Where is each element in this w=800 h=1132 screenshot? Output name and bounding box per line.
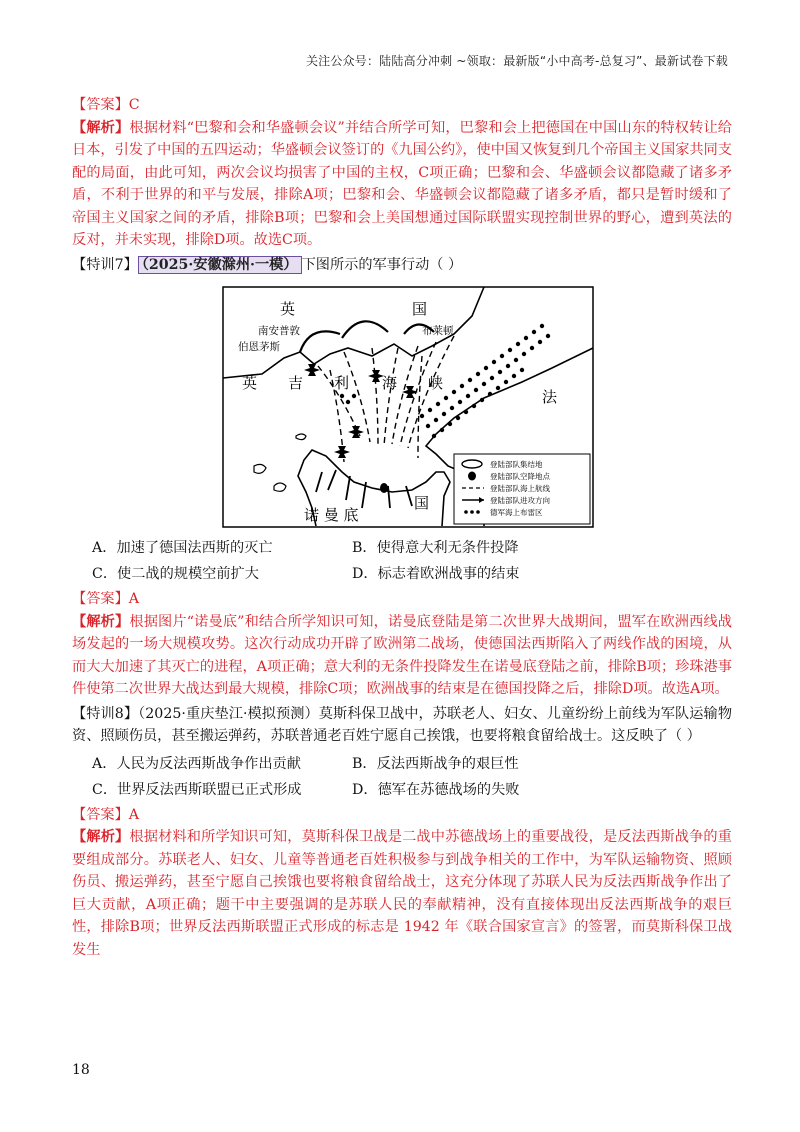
analysis-label: 【解析】: [72, 829, 130, 845]
question-7-options: [92, 536, 732, 586]
answer-value: A: [128, 806, 140, 823]
option-a[interactable]: [92, 752, 352, 776]
channel-char-2: 吉: [288, 374, 304, 392]
question-stem: 下图所示的军事行动（ ）: [301, 256, 463, 273]
option-letter: D．: [352, 566, 378, 582]
answer-line-1: [72, 94, 732, 117]
channel-char-3: 利: [334, 374, 350, 392]
answer-line-7: [72, 588, 732, 611]
answer-label: 【答案】: [72, 806, 129, 823]
option-a[interactable]: [92, 536, 352, 560]
channel-char-1: 英: [242, 374, 258, 392]
analysis-7: [72, 611, 732, 701]
page-number: 18: [72, 1062, 90, 1078]
legend-assembly: 登陆部队集结地: [490, 460, 543, 469]
question-source: （2025·安徽滁州·一模）: [138, 256, 302, 274]
option-text: 使得意大利无条件投降: [376, 540, 519, 556]
option-c[interactable]: [92, 562, 352, 586]
map-label-france-2: 国: [414, 494, 430, 512]
header-note: 关注公众号：陆陆高分冲刺 ~领取：最新版“小中高考-总复习”、最新试卷下载: [305, 54, 728, 68]
map-label-france-1: 法: [542, 388, 558, 406]
option-d[interactable]: [352, 778, 652, 802]
question-source: （2025·重庆垫江·模拟预测）: [138, 705, 319, 722]
analysis-label: 【解析】: [72, 119, 130, 136]
map-legend: [454, 454, 590, 524]
option-letter: C．: [92, 781, 118, 798]
option-text: 人民为反法西斯战争作出贡献: [116, 755, 301, 772]
analysis-1: [72, 117, 732, 252]
answer-label: 【答案】: [72, 97, 129, 113]
option-letter: D．: [352, 781, 378, 798]
map-label-southampton: 南安普敦: [258, 325, 300, 337]
question-label: 【特训8】: [72, 705, 139, 722]
option-letter: C．: [92, 566, 118, 582]
question-stem: 莫斯科保卫战中，苏联老人、妇女、儿童纷纷上前线为军队运输物资、照顾伤员，甚至搬运弹药，苏联普通老百姓宁愿自己挨饿，也要将粮食留给战士。这反映了（ ）: [72, 705, 733, 744]
question-8-options: [92, 752, 732, 802]
analysis-text: 根据图片“诺曼底”和结合所学知识可知，诺曼底登陆是第二次世界大战期间，盟军在欧洲西线战场发起的一场大规模攻势。这次行动成功开辟了欧洲第二战场，使德国法西斯陷入了两线作战的困境，从而大大加速了其灭亡的进程，A项正确；意大利的无条件投降发生在诺曼底登陆之前，排除B项；珍珠港事件使第二次世界大战达到最大规模，排除C项；欧洲战事的结束是在德国投降之后，排除D项。故选A项。: [72, 613, 732, 697]
option-text: 标志着欧洲战事的结束: [377, 566, 520, 582]
map-label-brighton: 布莱顿: [422, 325, 454, 337]
channel-char-5: 峡: [428, 374, 444, 392]
option-text: 加速了德国法西斯的灭亡: [116, 540, 273, 556]
answer-value: C: [128, 97, 140, 113]
option-d[interactable]: [352, 562, 652, 586]
normandy-map: [222, 286, 594, 528]
answer-line-8: [72, 804, 732, 827]
legend-sea-route: 登陆部队海上航线: [490, 484, 550, 493]
legend-minefield: 德军海上布雷区: [490, 508, 543, 517]
option-text: 世界反法西斯联盟已正式形成: [117, 781, 302, 798]
option-letter: A．: [92, 755, 117, 772]
option-text: 德军在苏德战场的失败: [377, 781, 520, 798]
map-svg: [222, 286, 594, 528]
map-label-bournemouth: 伯恩茅斯: [238, 341, 280, 353]
map-label-england-2: 国: [412, 300, 428, 318]
legend-attack: 登陆部队进攻方向: [490, 496, 550, 505]
legend-airborne: 登陆部队空降地点: [490, 472, 550, 481]
option-b[interactable]: [352, 752, 652, 776]
option-c[interactable]: [92, 778, 352, 802]
option-letter: A．: [92, 540, 117, 556]
map-label-england-1: 英: [280, 300, 296, 318]
answer-label: 【答案】: [72, 591, 129, 607]
question-8-head: [72, 703, 732, 748]
analysis-8: [72, 826, 732, 961]
option-b[interactable]: [352, 536, 652, 560]
question-label: 【特训7】: [72, 256, 138, 273]
analysis-text: 根据材料和所学知识可知，莫斯科保卫战是二战中苏德战场上的重要战役，是反法西斯战争的重要组成部分。苏联老人、妇女、儿童等普通老百姓积极参与到战争相关的工作中，为军队运输物资、照顾伤员、搬运弹药，甚至宁愿自己挨饿也要将粮食留给战士，这充分体现了苏联人民为反法西斯战争作出了巨大贡献，A项正确；题干中主要强调的是苏联人民的奉献精神，没有直接体现出反法西斯战争的艰巨性，排除B项；世界反法西斯联盟正式形成的标志是 1942 年《联合国家宣言》的签署，而莫斯科保卫战发生: [72, 829, 732, 958]
option-text: 反法西斯战争的艰巨性: [376, 755, 519, 772]
channel-char-4: 海: [382, 374, 398, 392]
analysis-label: 【解析】: [72, 613, 130, 630]
question-7-head: [72, 254, 732, 277]
option-letter: B．: [352, 755, 377, 772]
map-label-normandy: 诺 曼 底: [304, 506, 359, 524]
option-letter: B．: [352, 540, 377, 556]
answer-value: A: [128, 591, 140, 607]
page-content: [72, 94, 732, 961]
option-text: 使二战的规模空前扩大: [117, 566, 259, 582]
analysis-text: 根据材料“巴黎和会和华盛顿会议”并结合所学可知，巴黎和会上把德国在中国山东的特权转让给日本，引发了中国的五四运动；华盛顿会议签订的《九国公约》，使中国又恢复到几个帝国主义国家共同支配的局面，由此可知，两次会议均损害了中国的主权，C项正确；巴黎和会、华盛顿会议都隐藏了诸多矛盾，不利于世界的和平与发展，排除A项；巴黎和会、华盛顿会议都隐藏了诸多矛盾，都只是暂时缓和了帝国主义国家之间的矛盾，排除B项；巴黎和会上美国想通过国际联盟实现控制世界的野心，遭到英法的反对，并未实现，排除D项。故选C项。: [72, 119, 732, 248]
